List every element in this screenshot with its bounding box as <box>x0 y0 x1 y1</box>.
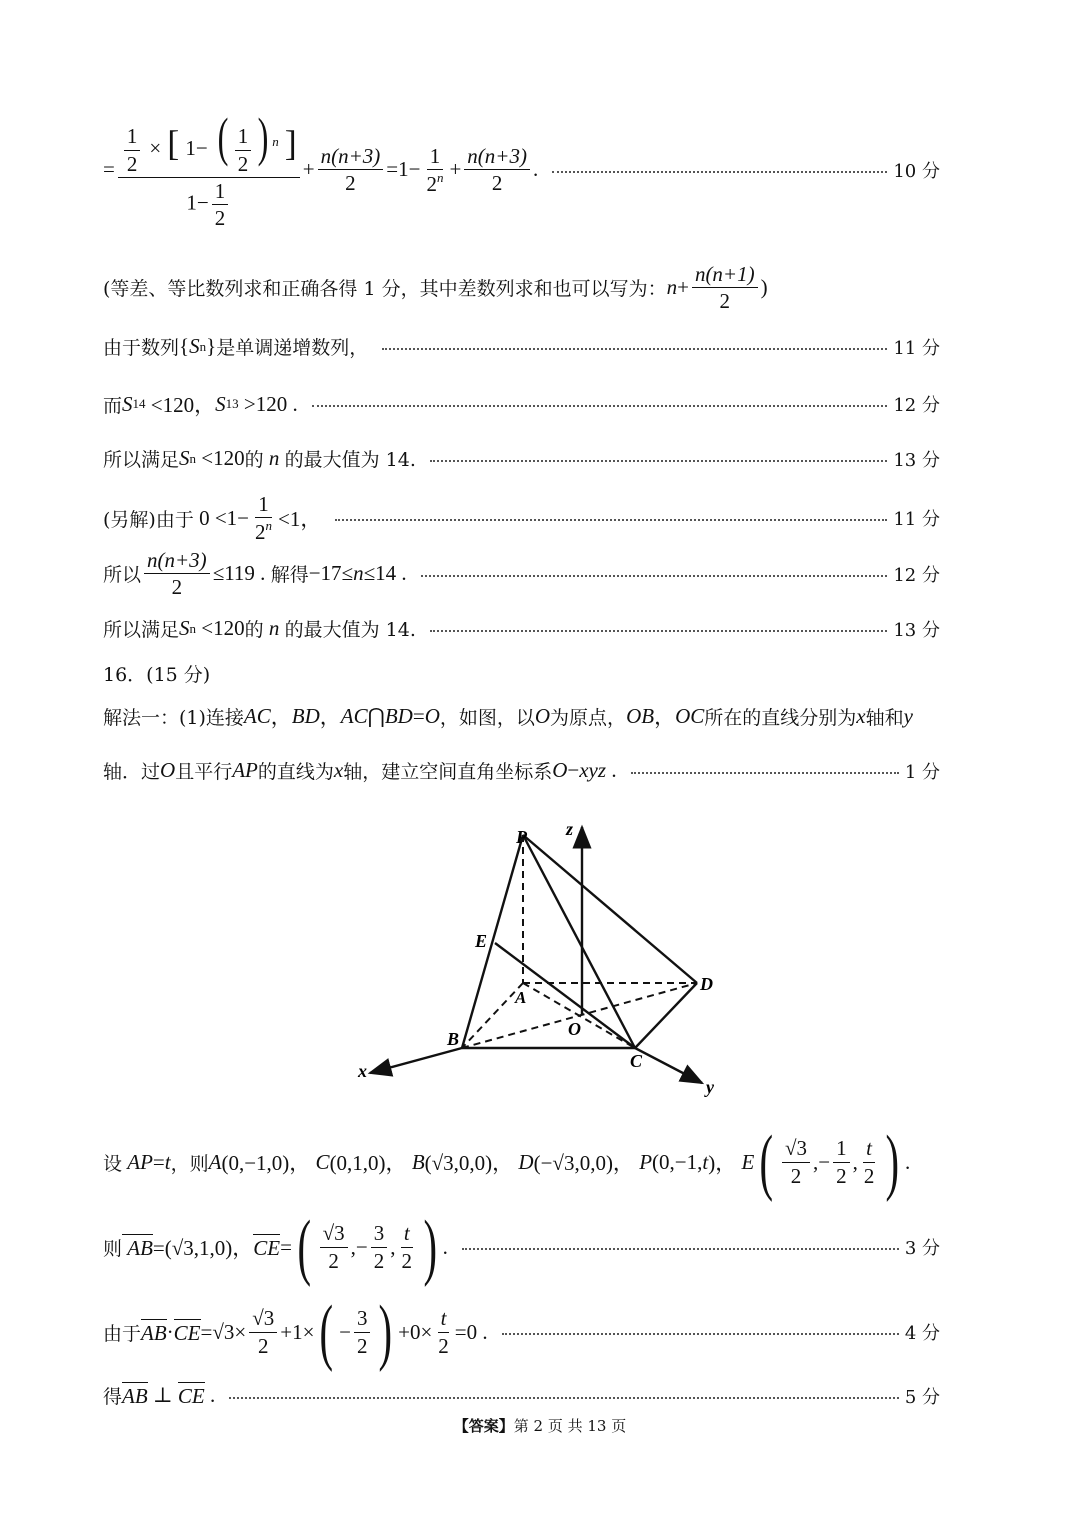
page-footer: 【答案】第 2 页 共 13 页 <box>453 1417 627 1435</box>
line-solution-1: 解法一：(1)连接 AC ， BD ， AC ⋂ BD = O ，如图，以 O 为原点， OB ， OC 所在的直线分别为 x 轴和 y <box>103 703 913 729</box>
pyramid-figure <box>340 815 760 1105</box>
line-dot-product: 由于 AB · CE =√3× $\frac{√3}{2}$ +1× ( − $\frac{3}{2}$ ) +0× $\frac{t}{2}$ =0 . 4 分 <box>103 1291 940 1373</box>
score-12: 12 分 <box>893 395 940 416</box>
label-O: O <box>568 1019 581 1039</box>
label-D: D <box>700 974 713 994</box>
label-C: C <box>630 1051 643 1071</box>
score-11b: 11 分 <box>893 509 940 531</box>
line-s14: 而 S 14 <120， S 13 >120 . 12 分 <box>103 391 940 417</box>
label-E: E <box>475 931 488 951</box>
label-P: P <box>516 827 527 847</box>
score-1: 1 分 <box>904 761 940 783</box>
line-max-n: 所以满足 S n <120 的 n 的最大值为 14. 13 分 <box>103 446 940 471</box>
y-axis <box>635 1048 702 1083</box>
score-4: 4 分 <box>904 1323 940 1344</box>
line-coordinate-system: 轴．过 O 且平行 AP 的直线为 x 轴，建立空间直角坐标系 O − xyz . 1 分 <box>103 758 940 783</box>
score-11: 11 分 <box>893 337 940 359</box>
line-alt-solution: (另解)由于 0 <1− $\frac{1}{2^n}$ <1， 11 分 <box>103 492 940 545</box>
score-10: 10 分 <box>893 160 940 182</box>
line-vectors: 则 AB =(√3,1,0)， CE = ( $\frac{√3}{2}$ ,− $\frac{3}{2}$ , $\frac{t}{2}$ ) . 3 分 <box>103 1206 940 1288</box>
score-5: 5 分 <box>904 1386 940 1408</box>
label-A: A <box>515 988 527 1007</box>
geometric-sum-fraction: $\frac{1}{2}$ × [ 1− ( $\frac{1}{2}$ ) $^n$ ] 1− $\frac{1}{2}$ <box>118 110 300 230</box>
line-sum-formula: = $\frac{1}{2}$ × [ 1− ( $\frac{1}{2}$ ) $^n$ ] 1− $\frac{1}{2}$ + $\frac{n(n+3)}{2}$ =1− $\frac{1}{2^n}$ + $\frac{n(n+3)}{2}$ . 10 分 <box>103 107 940 230</box>
question-16-title: 16．(15 分) <box>103 664 211 686</box>
score-3: 3 分 <box>904 1238 940 1259</box>
label-y: y <box>706 1077 714 1097</box>
x-axis <box>370 1048 462 1073</box>
score-13: 13 分 <box>893 449 940 471</box>
dot-leader <box>552 171 887 173</box>
line-max-n-2: 所以满足 S n <120 的 n 的最大值为 14. 13 分 <box>103 616 940 641</box>
label-B: B <box>447 1029 460 1049</box>
label-z: z <box>566 819 574 839</box>
line-note: (等差、等比数列求和正确各得 1 分，其中差数列求和也可以写为： n + $\frac{n(n+1)}{2}$ ) <box>103 262 768 314</box>
line-inequality: 所以 $\frac{n(n+3)}{2}$ ≤119 . 解得 −17≤ n ≤14 . 12 分 <box>103 548 940 600</box>
line-perpendicular: 得 AB ⊥ CE . 5 分 <box>103 1383 940 1408</box>
line-coordinates: 设 AP = t ，则 A (0,−1,0)， C (0,1,0)， B (√3,0,0)， D (−√3,0,0)， P (0,−1, t )， E ( $\frac{√3}{2}$ ,− $\frac{1}{2}$ , $\frac{t}{2}$ ) . <box>103 1121 911 1203</box>
line-monotonic: 由于数列 { S n } 是单调递增数列， 11 分 <box>103 334 940 359</box>
score-13b: 13 分 <box>893 619 940 641</box>
label-x: x <box>358 1061 367 1081</box>
score-12b: 12 分 <box>893 564 940 586</box>
